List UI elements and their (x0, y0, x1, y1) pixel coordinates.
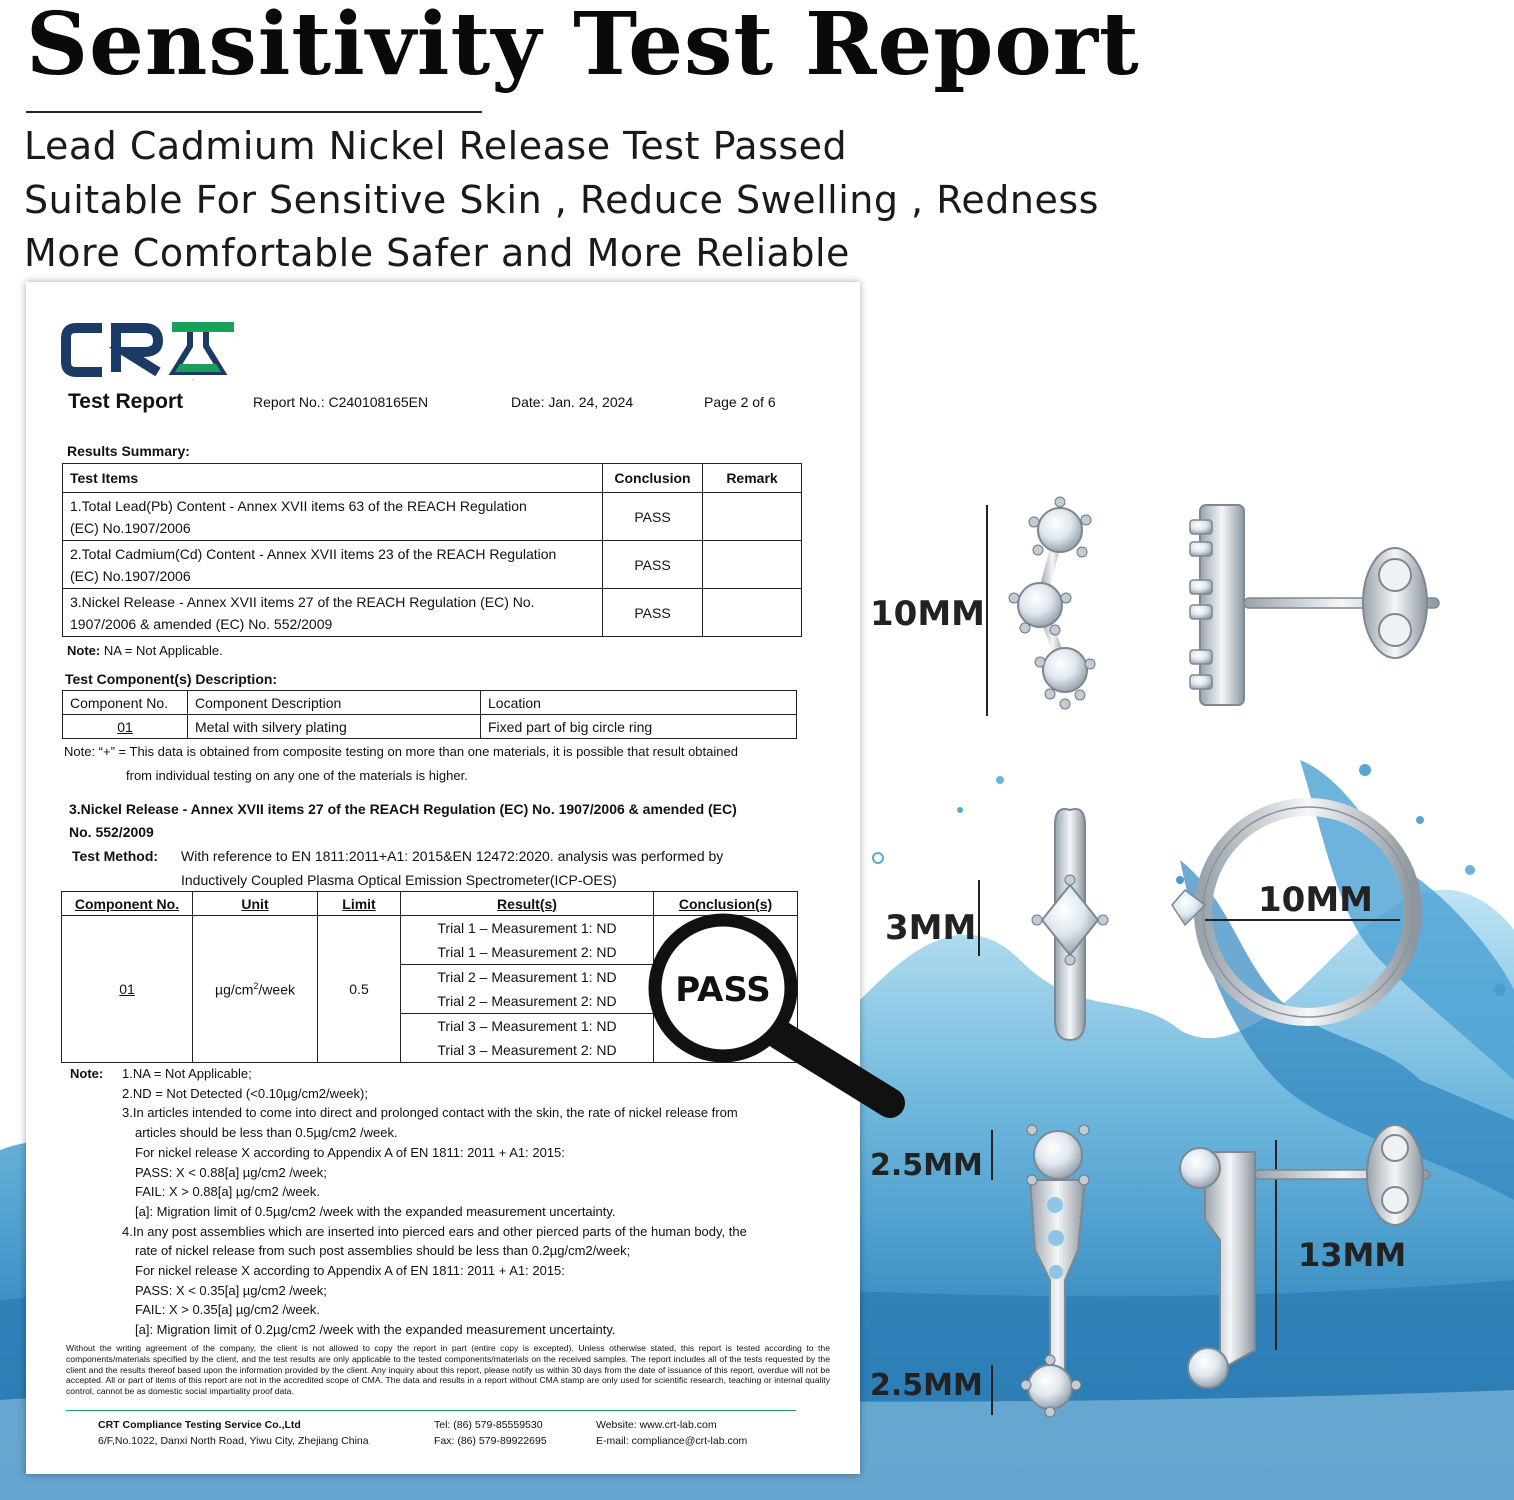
summary-item-line: (EC) No.1907/2006 (70, 567, 191, 584)
tagline-2: Suitable For Sensitive Skin , Reduce Swelling , Redness (24, 178, 1099, 222)
headline: Sensitivity Test Report (26, 0, 1140, 95)
note-line: 2.ND = Not Detected (<0.10µg/cm2/week); (122, 1085, 368, 1101)
summary-remark (703, 541, 802, 589)
footer-tel: Tel: (86) 579-85559530 (434, 1419, 543, 1431)
composite-note: Note: “+” = This data is obtained from composite testing on more than one materials, it is possible that result obtained (64, 744, 738, 759)
summary-conclusion: PASS (603, 541, 703, 589)
summary-conclusion: PASS (603, 589, 703, 637)
col-results: Result(s) (401, 892, 654, 916)
huggie-earring-side (979, 809, 1108, 1040)
method-text: With reference to EN 1811:2011+A1: 2015&EN 12472:2020. analysis was performed by (181, 848, 724, 864)
trial-result: Trial 3 – Measurement 2: ND (437, 1042, 617, 1058)
dim-huggie-diameter: 10MM (1258, 880, 1373, 920)
col-test-items: Test Items (63, 464, 603, 493)
trial-result: Trial 1 – Measurement 2: ND (437, 944, 617, 960)
dim-huggie-width: 3MM (885, 908, 977, 948)
note-label: Note: (67, 643, 101, 658)
note-line: PASS: X < 0.88[a] µg/cm2 /week; (135, 1164, 327, 1180)
note-line: rate of nickel release from such post assemblies should be less than 0.2µg/cm2/week; (135, 1243, 631, 1259)
report-title: Test Report (68, 390, 184, 413)
method-text-cont: Inductively Coupled Plasma Optical Emission Spectrometer(ICP-OES) (181, 872, 617, 888)
report-date: Date: Jan. 24, 2024 (511, 394, 634, 410)
crt-logo (62, 318, 238, 380)
magnifier-pass-text: PASS (675, 970, 771, 1010)
na-note-text: NA = Not Applicable. (103, 643, 223, 658)
climber-earring-front (987, 497, 1095, 716)
ear-jacket-front (992, 1125, 1089, 1417)
summary-item-line: 3.Nickel Release - Annex XVII items 27 of the REACH Regulation (EC) No. (70, 593, 535, 610)
col-unit: Unit (193, 892, 318, 916)
summary-remark (703, 589, 802, 637)
nickel-section-title: 3.Nickel Release - Annex XVII items 27 of the REACH Regulation (EC) No. 1907/2006 & amended (EC) (69, 801, 737, 817)
nickel-component: 01 (62, 916, 193, 1063)
component-description: Metal with silvery plating (188, 715, 481, 739)
summary-remark (703, 493, 802, 541)
trial-result: Trial 2 – Measurement 1: ND (437, 969, 617, 985)
test-report-sheet (26, 282, 860, 1474)
component-location: Fixed part of big circle ring (481, 715, 797, 739)
footer-fax: Fax: (86) 579-89922695 (434, 1435, 547, 1447)
nickel-unit: $\mu g/cm^2$/week (193, 916, 318, 1063)
results-summary-table (62, 463, 802, 637)
trial-result: Trial 3 – Measurement 1: ND (437, 1018, 617, 1034)
method-label: Test Method: (72, 848, 159, 864)
trial-result: Trial 2 – Measurement 2: ND (437, 993, 617, 1009)
note-line: For nickel release X according to Appendix A of EN 1811: 2011 + A1: 2015: (135, 1144, 565, 1160)
na-note (67, 643, 223, 658)
tagline-1: Lead Cadmium Nickel Release Test Passed (24, 124, 848, 168)
nickel-section-title-cont: No. 552/2009 (69, 824, 154, 840)
summary-item-line: 1.Total Lead(Pb) Content - Annex XVII items 63 of the REACH Regulation (70, 497, 527, 514)
dim-jacket-bottom: 2.5MM (870, 1368, 983, 1403)
col-component-no: Component No. (63, 691, 188, 715)
report-number: Report No.: C240108165EN (253, 394, 429, 410)
col-conclusion: Conclusion (603, 464, 703, 493)
nickel-limit: 0.5 (318, 916, 401, 1063)
dim-climber-height: 10MM (870, 594, 985, 634)
note-line: For nickel release X according to Appendix A of EN 1811: 2011 + A1: 2015: (135, 1263, 565, 1279)
note-line: [a]: Migration limit of 0.5µg/cm2 /week with the expanded measurement uncertainty. (135, 1203, 616, 1219)
summary-item-line: 1907/2006 & amended (EC) No. 552/2009 (70, 615, 333, 632)
col-component-description: Component Description (188, 691, 481, 715)
footer-website: Website: www.crt-lab.com (596, 1419, 717, 1431)
table-row (63, 541, 802, 589)
note-line: FAIL: X > 0.35[a] µg/cm2 /week. (135, 1302, 320, 1318)
magnifier-handle (780, 1035, 890, 1103)
summary-conclusion: PASS (603, 493, 703, 541)
logo-text: CRT (192, 380, 195, 381)
dim-jacket-top: 2.5MM (870, 1148, 983, 1183)
summary-item-line: (EC) No.1907/2006 (70, 519, 191, 536)
col-remark: Remark (703, 464, 802, 493)
tagline-3: More Comfortable Safer and More Reliable (24, 231, 850, 275)
headline-rule (26, 111, 482, 113)
disclaimer-fine-print: Without the writing agreement of the company, the client is not allowed to copy the report in part (entire copy is excepted). Unless otherwise stated, this report is tested according to the components/materials specified by the client, and the test results are only applicable to the tested components/materials on the received samples. The report includes all of the tests requested by the client and the results thereof based upon the information provided by the client. Any inquiry about this report, please notify us within 30 days from the date of issuance of this report, overdue will not be accepted. All or part of items of this report are not in the accredited scope of CMA. The data and results in a report without CMA stamp are only used for scientific research, teaching or internal quality control, cannot be as domestic social impartiality proof data. (66, 1343, 830, 1397)
col-location: Location (481, 691, 797, 715)
trial-result: Trial 1 – Measurement 1: ND (437, 920, 617, 936)
note-line: 4.In any post assemblies which are inserted into pierced ears and other pierced parts of the human body, the (122, 1223, 747, 1239)
components-title: Test Component(s) Description: (65, 671, 278, 687)
footer-email: E-mail: compliance@crt-lab.com (596, 1435, 748, 1447)
note-line: 3.In articles intended to come into direct and prolonged contact with the skin, the rate of nickel release from (122, 1105, 738, 1121)
note-line: [a]: Migration limit of 0.2µg/cm2 /week with the expanded measurement uncertainty. (135, 1322, 616, 1338)
note-line: FAIL: X > 0.88[a] µg/cm2 /week. (135, 1184, 320, 1200)
magnifier-pass-badge (640, 905, 920, 1135)
components-table (62, 690, 797, 739)
footer-company: CRT Compliance Testing Service Co.,Ltd (98, 1419, 301, 1431)
note-line: PASS: X < 0.35[a] µg/cm2 /week; (135, 1282, 327, 1298)
footer-rule (66, 1410, 796, 1411)
dim-jacket-length: 13MM (1298, 1236, 1407, 1274)
report-page: Page 2 of 6 (704, 394, 776, 410)
component-no: 01 (63, 715, 188, 739)
col-conclusions: Conclusion(s) (654, 892, 798, 916)
footer-address: 6/F,No.1022, Danxi North Road, Yiwu City, Zhejiang China (98, 1435, 369, 1447)
composite-note-cont: from individual testing on any one of the materials is higher. (126, 768, 468, 783)
table-row (63, 715, 797, 739)
note-line: articles should be less than 0.5µg/cm2 /week. (135, 1125, 398, 1141)
note-line: 1.NA = Not Applicable; (122, 1066, 252, 1081)
col-limit: Limit (318, 892, 401, 916)
col-component-no: Component No. (62, 892, 193, 916)
results-summary-title: Results Summary: (67, 443, 190, 459)
table-row (63, 493, 802, 541)
summary-item-line: 2.Total Cadmium(Cd) Content - Annex XVII items 23 of the REACH Regulation (70, 545, 557, 562)
table-row (63, 589, 802, 637)
climber-earring-side (1190, 505, 1439, 705)
notes-label: Note: (70, 1066, 104, 1081)
